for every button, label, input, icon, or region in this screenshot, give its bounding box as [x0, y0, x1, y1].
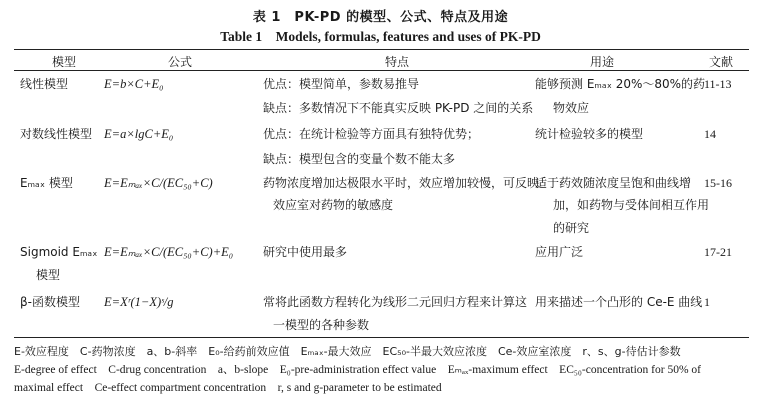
cell-formula: E=a×lgC+E₀: [104, 127, 174, 141]
header-formula: 公式: [168, 55, 193, 69]
cell-use-line: 加，如药物与受体间相互作用: [553, 198, 710, 212]
header-rule: [14, 70, 749, 71]
cell-feature-line: 优点：在统计检验等方面具有独特优势；: [263, 127, 480, 141]
cell-model: 线性模型: [20, 77, 69, 91]
cell-refs: 15-16: [704, 176, 732, 190]
cell-feature-line: 研究中使用最多: [263, 245, 348, 259]
cell-use-line: 物效应: [553, 101, 590, 115]
footnote-en-1: E-degree of effect C-drug concentration a、b-slope E₀-pre-administration effect value Eₘₐₓ-maximum effect EC₅₀-concentration for 50% of: [14, 364, 701, 376]
cell-model: 模型: [36, 268, 61, 282]
cell-formula: E=Eₘₐₓ×C/(EC₅₀+C): [104, 176, 213, 190]
header-features: 特点: [385, 55, 410, 69]
cell-use-line: 能够预测 Eₘₐₓ 20%～80%的药: [535, 77, 706, 91]
cell-use-line: 统计检验较多的模型: [535, 127, 644, 141]
cell-use-line: 的研究: [553, 221, 590, 235]
cell-model: 对数线性模型: [20, 127, 93, 141]
cell-feature-line: 常将此函数方程转化为线形二元回归方程来计算这: [263, 295, 528, 309]
table-title-en: Table 1 Models, formulas, features and uses of PK-PD: [220, 29, 541, 44]
cell-feature-line: 药物浓度增加达极限水平时，效应增加较慢，可反映: [263, 176, 540, 190]
cell-use-line: 应用广泛: [535, 245, 584, 259]
cell-model: Eₘₐₓ 模型: [20, 176, 73, 190]
header-refs: 文献: [709, 55, 734, 69]
bottom-rule: [14, 337, 749, 338]
cell-feature-line: 一模型的各种参数: [273, 318, 370, 332]
cell-refs: 1: [704, 295, 710, 309]
cell-formula: E=b×C+E₀: [104, 77, 164, 91]
cell-refs: 17-21: [704, 245, 732, 259]
header-model: 模型: [52, 55, 77, 69]
cell-refs: 14: [704, 127, 716, 141]
footnote-en-2: maximal effect Ce-effect compartment concentration r, s and g-parameter to be estimated: [14, 382, 442, 394]
header-uses: 用途: [590, 55, 615, 69]
cell-model: β-函数模型: [20, 295, 80, 309]
cell-feature-line: 效应室对药物的敏感度: [273, 198, 394, 212]
cell-use-line: 用来描述一个凸形的 Ce-E 曲线: [535, 295, 703, 309]
table-title-cn: 表 1 PK-PD 的模型、公式、特点及用途: [252, 10, 509, 25]
cell-use-line: 适于药效随浓度呈饱和曲线增: [535, 176, 692, 190]
cell-formula: E=Xʳ(1−X)ˢ/g: [104, 295, 174, 309]
cell-feature-line: 优点：模型简单，参数易推导: [263, 77, 420, 91]
cell-formula: E=Eₘₐₓ×C/(EC₅₀+C)+E₀: [104, 245, 234, 259]
cell-feature-line: 缺点：多数情况下不能真实反映 PK-PD 之间的关系: [263, 101, 534, 115]
cell-feature-line: 缺点：模型包含的变量个数不能太多: [263, 152, 456, 166]
cell-refs: 11-13: [704, 77, 732, 91]
top-rule: [14, 49, 749, 50]
cell-model: Sigmoid Eₘₐₓ: [20, 245, 98, 259]
footnote-cn: E-效应程度 C-药物浓度 a、b-斜率 E₀-给药前效应值 Eₘₐₓ-最大效应 EC₅₀-半最大效应浓度 Ce-效应室浓度 r、s、g-待估计参数: [14, 345, 681, 358]
